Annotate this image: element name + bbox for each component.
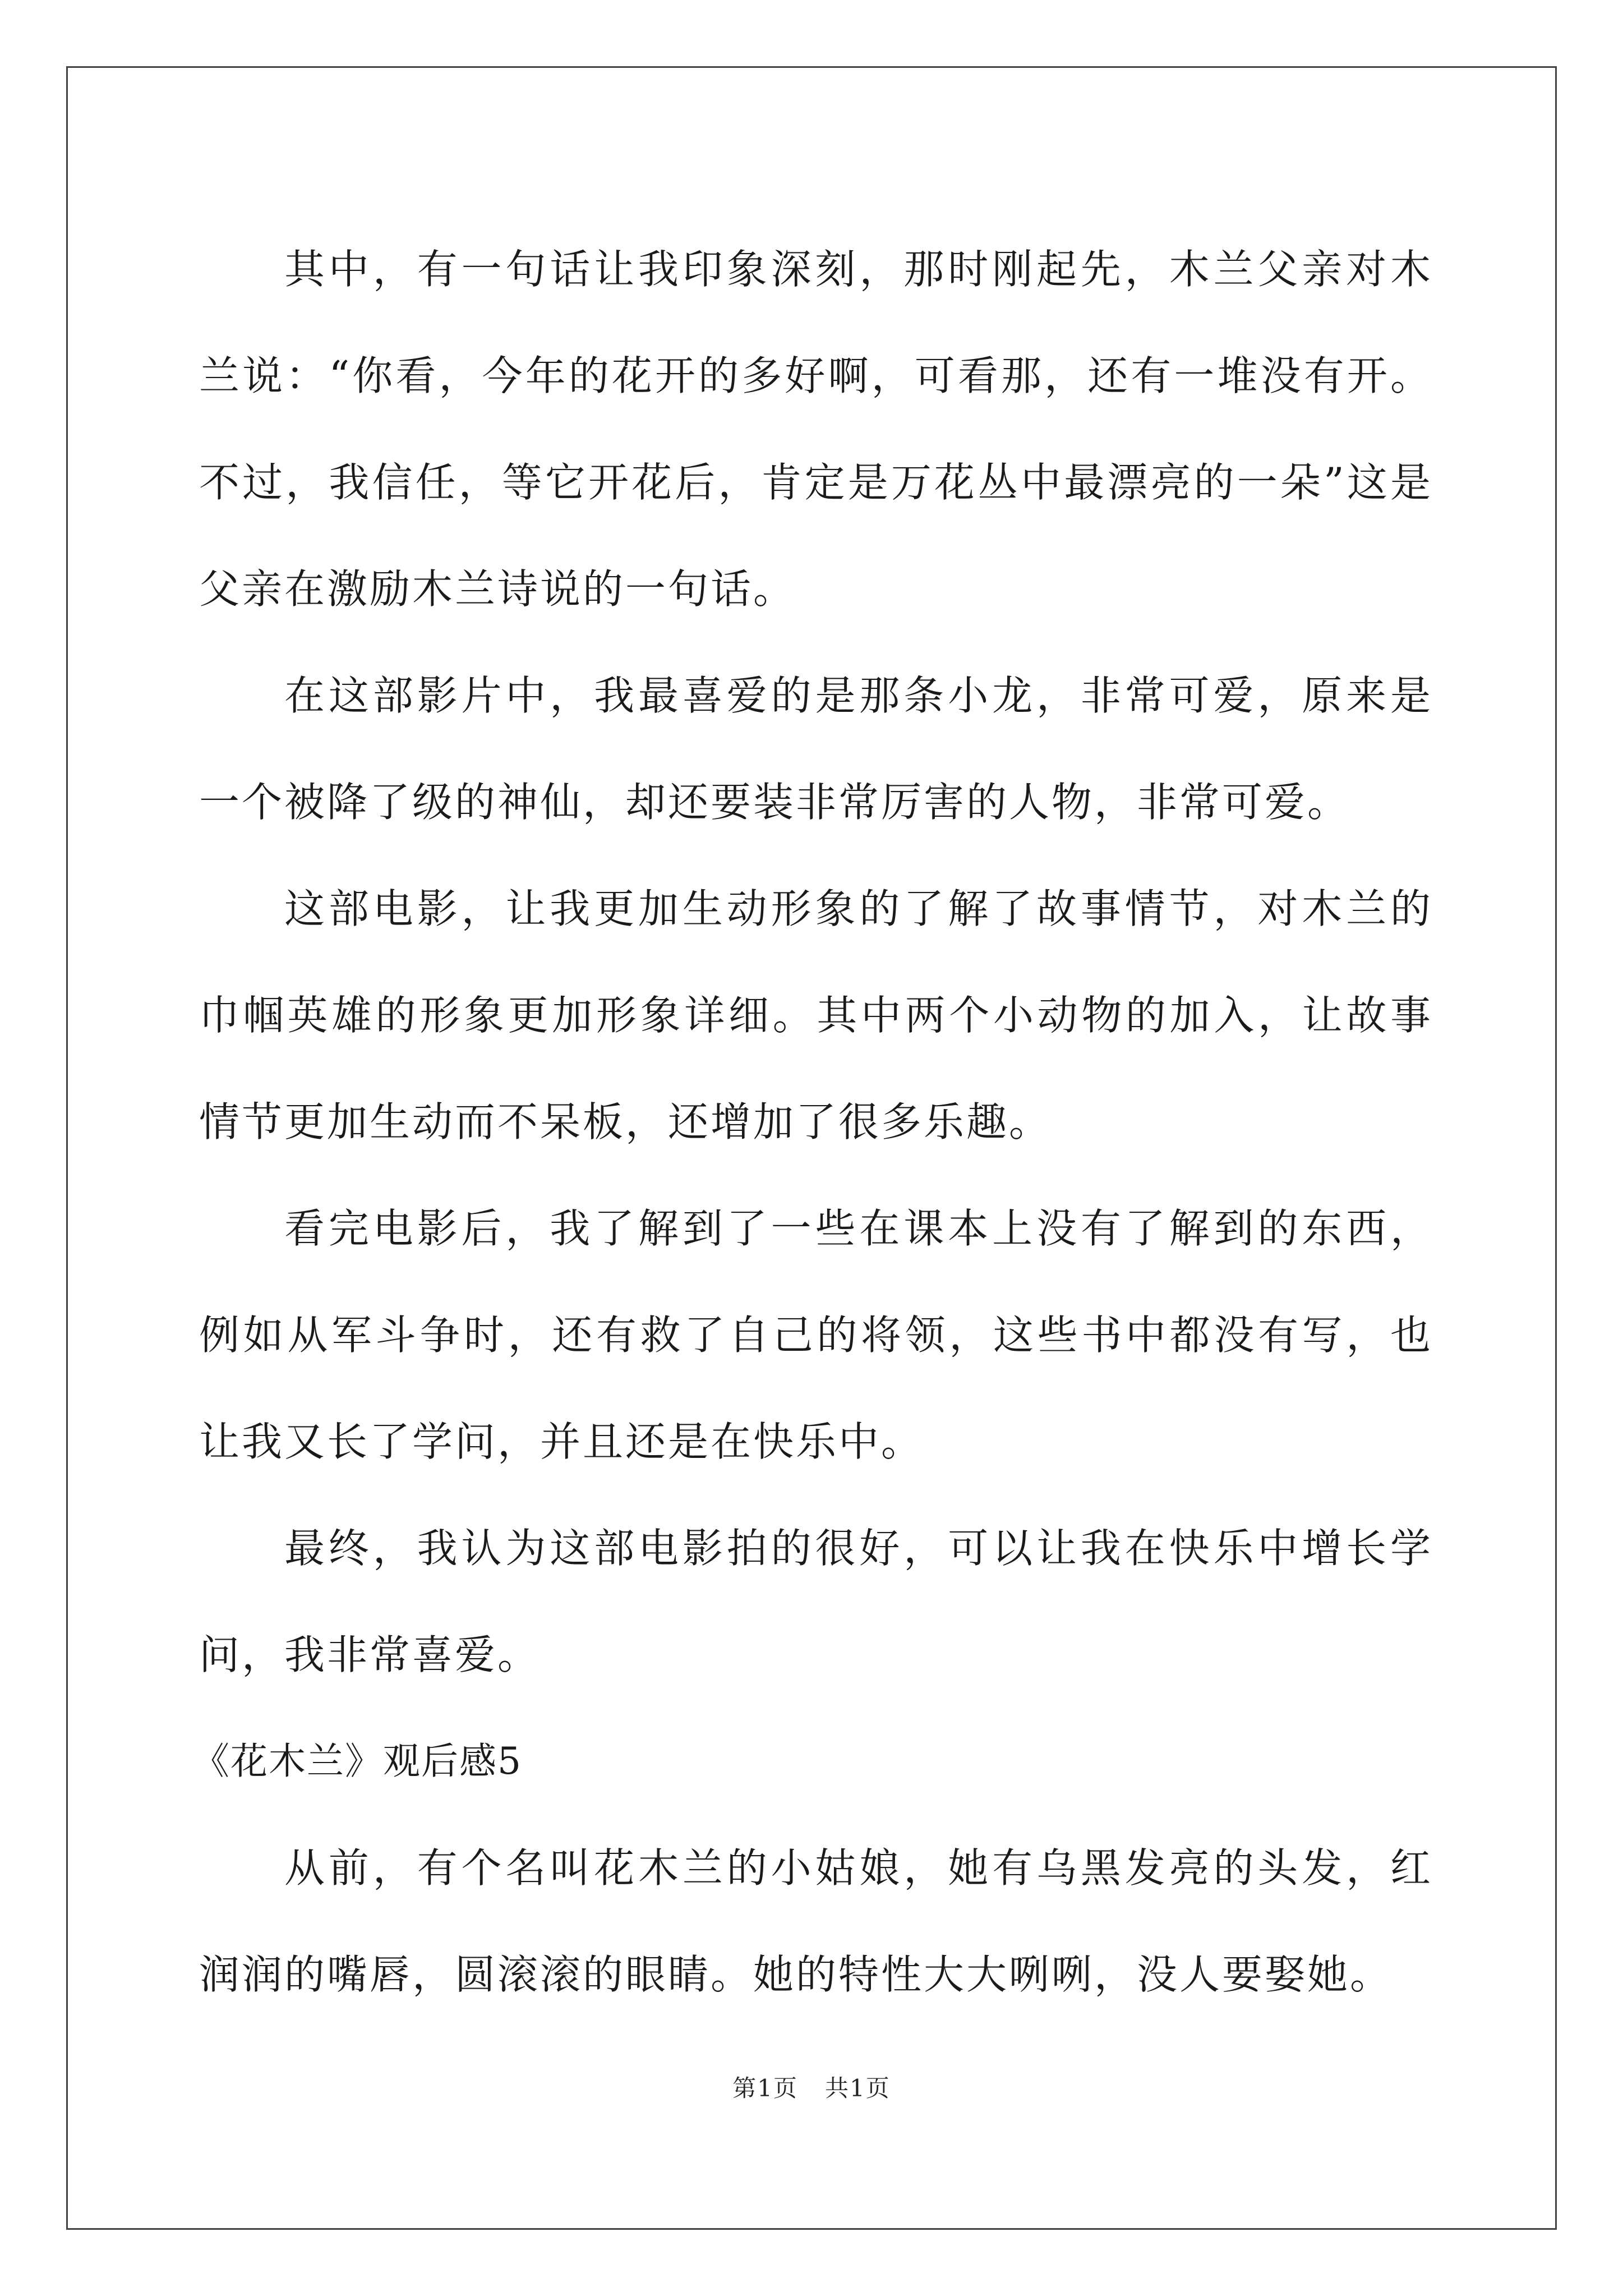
paragraph: 最终，我认为这部电影拍的很好，可以让我在快乐中增长学问，我非常喜爱。	[199, 1525, 1433, 1678]
page-total: 共1页	[825, 2074, 891, 2102]
paragraph: 其中，有一句话让我印象深刻，那时刚起先，木兰父亲对木兰说：“你看，今年的花开的多好啊，可看那，还有一堆没有开。不过，我信任，等它开花后，肯定是万花丛中最漂亮的一朵”这是父亲在激励木兰诗说的一句话。	[199, 246, 1433, 613]
page-footer	[0, 2070, 1623, 2104]
paragraph: 这部电影，让我更加生动形象的了解了故事情节，对木兰的巾帼英雄的形象更加形象详细。其中两个小动物的加入，让故事情节更加生动而不呆板，还增加了很多乐趣。	[199, 885, 1433, 1145]
paragraph: 从前，有个名叫花木兰的小姑娘，她有乌黑发亮的头发，红润润的嘴唇，圆滚滚的眼睛。她的特性大大咧咧，没人要娶她。	[199, 1844, 1433, 1998]
document-body	[192, 216, 1433, 2028]
paragraph: 在这部影片中，我最喜爱的是那条小龙，非常可爱，原来是一个被降了级的神仙，却还要装非常厉害的人物，非常可爱。	[199, 672, 1433, 826]
section-title: 《花木兰》观后感5	[192, 1740, 522, 1783]
paragraph: 看完电影后，我了解到了一些在课本上没有了解到的东西，例如从军斗争时，还有救了自己的将领，这些书中都没有写，也让我又长了学问，并且还是在快乐中。	[199, 1205, 1433, 1465]
page-number: 第1页	[732, 2074, 798, 2102]
